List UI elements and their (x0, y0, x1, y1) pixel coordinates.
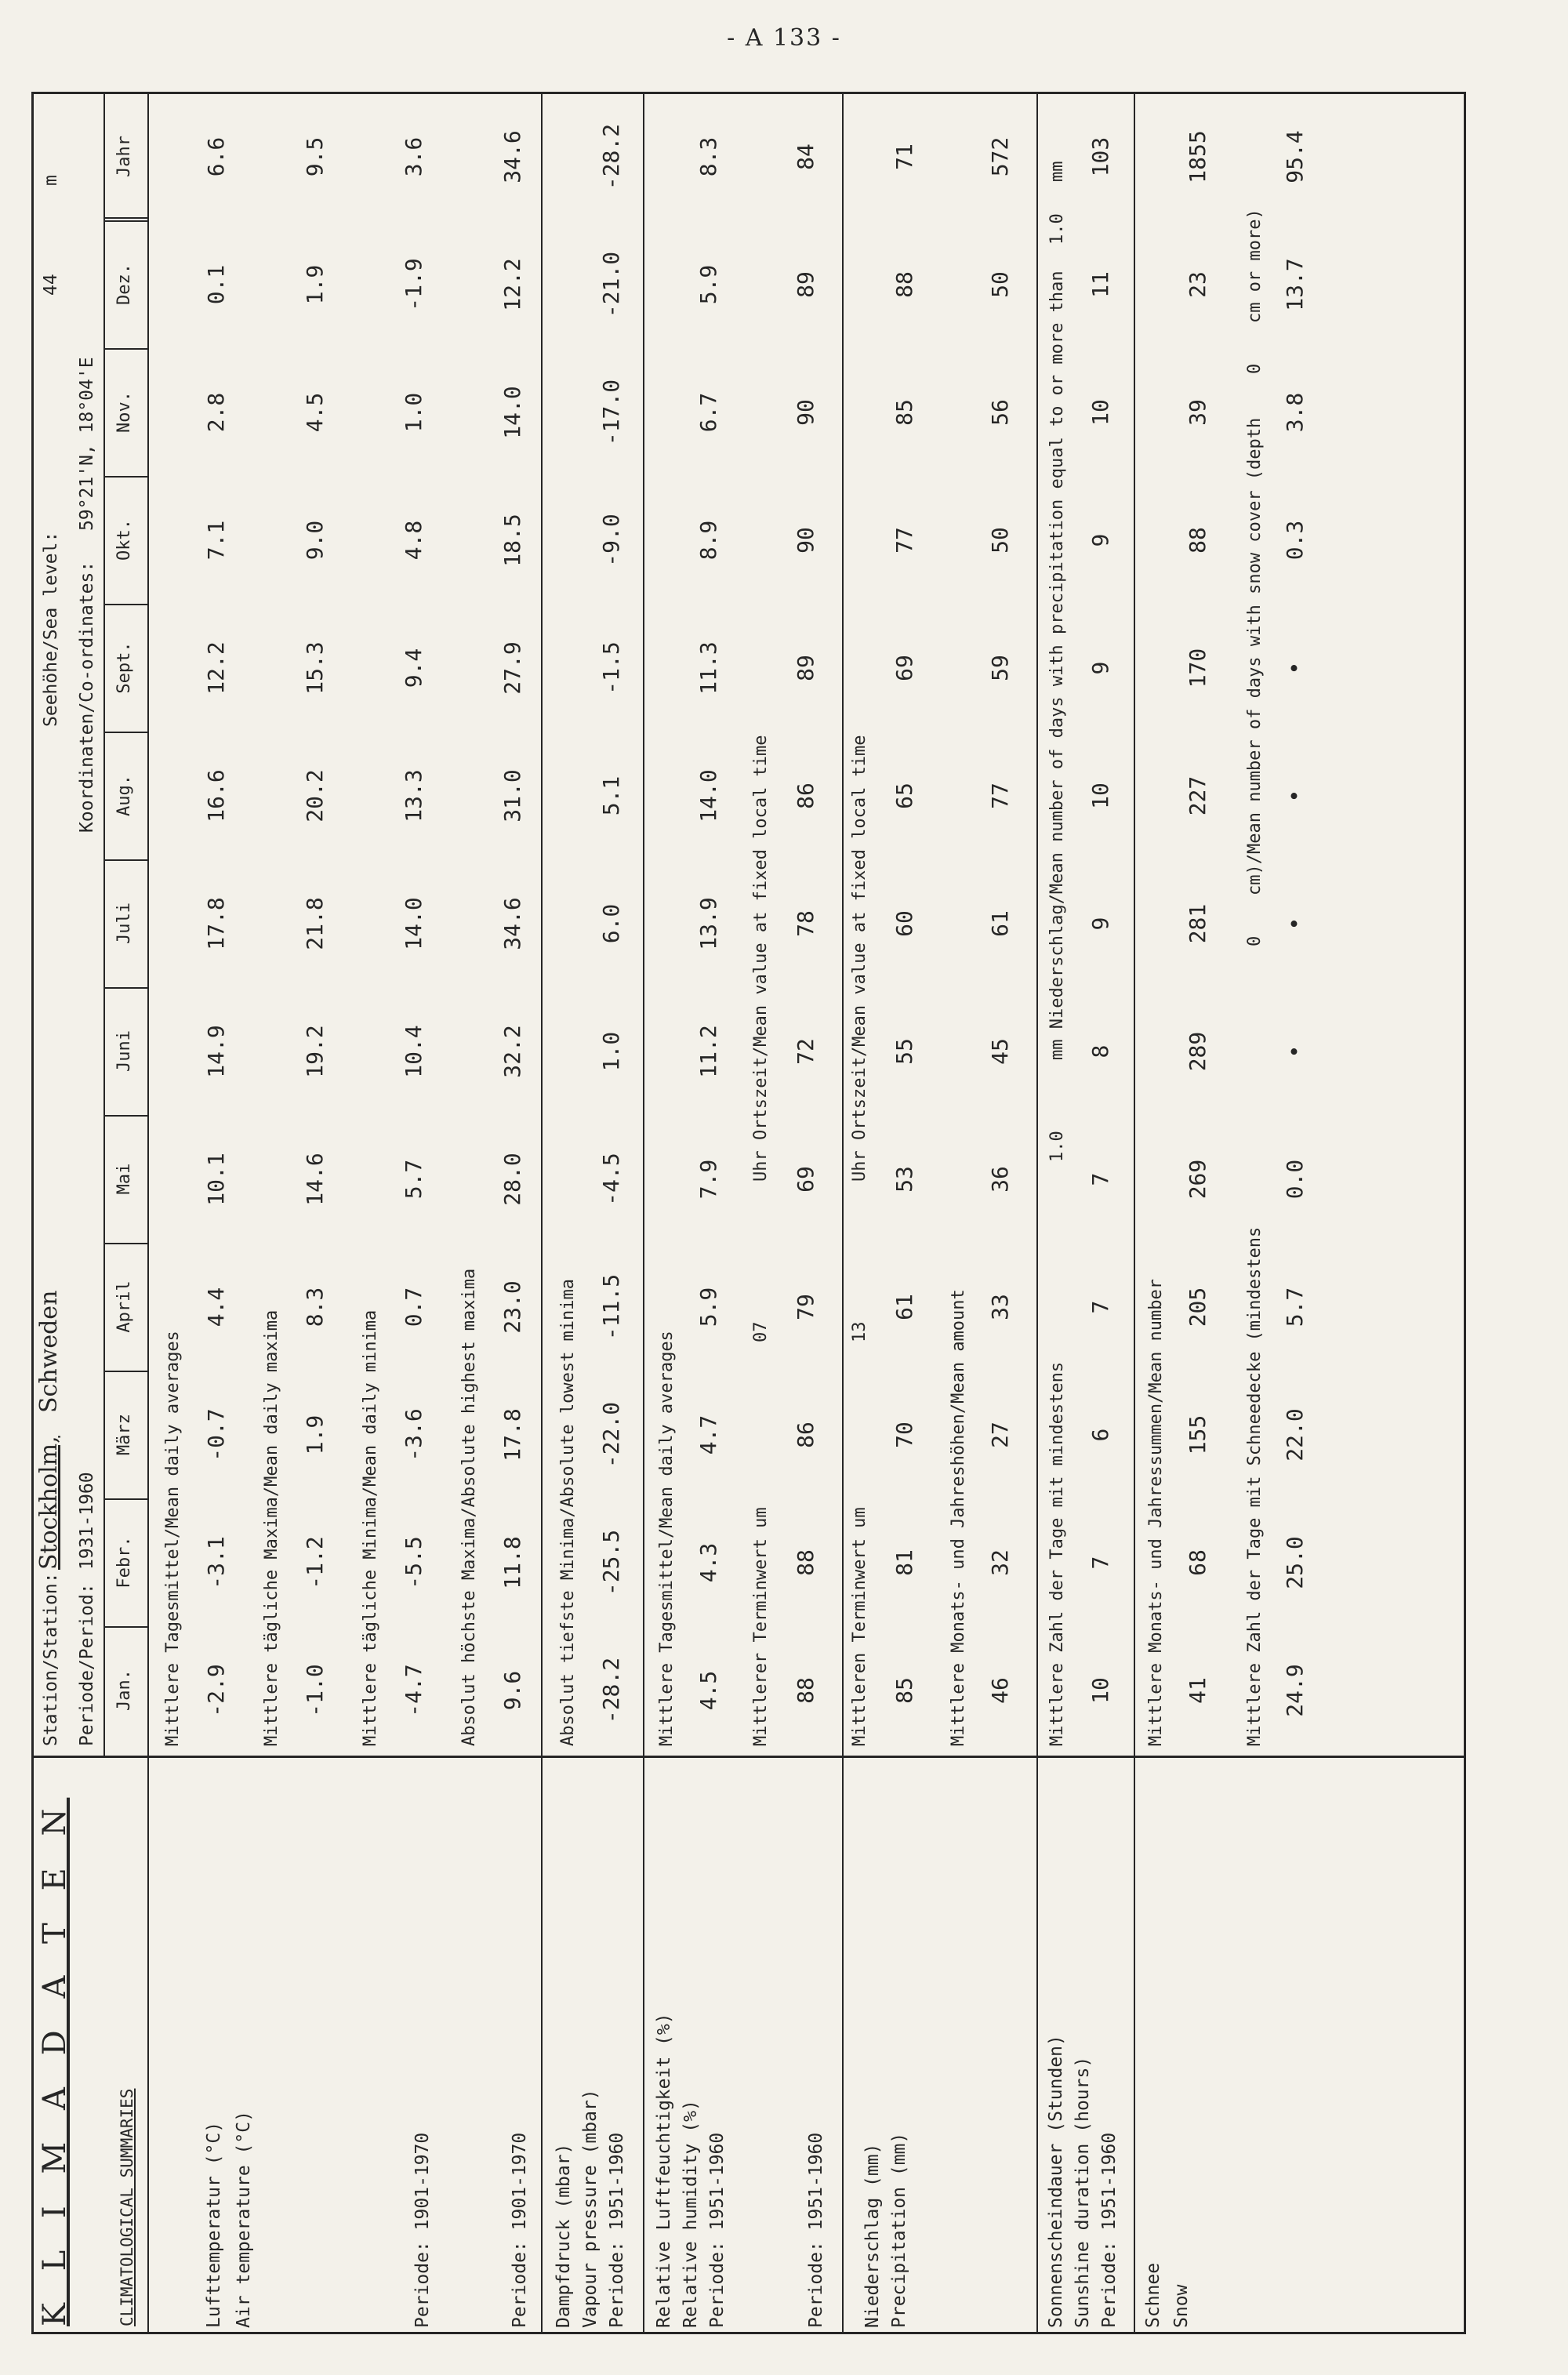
cell-temp-absmax: 17.8 (499, 1408, 525, 1462)
cell-temp-max: 21.8 (302, 897, 328, 950)
cell-precip-days: 7 (1087, 1300, 1113, 1314)
cell-temp-absmax: 23.0 (499, 1280, 525, 1334)
caption-snow-b: 0 (1245, 935, 1265, 946)
cell-temp-min: 9.4 (401, 648, 426, 688)
cell-precip-days: 10 (1087, 399, 1113, 426)
cell-temp-absmin: -1.5 (598, 641, 624, 695)
month-header: Sept. (114, 641, 134, 694)
humidity-label-en: Relative humidity (%) (681, 2100, 701, 2328)
caption-hum07-a: Mittlerer Terminwert um (751, 1507, 771, 1746)
caption-snow-e: cm or more) (1245, 209, 1265, 323)
caption-hum13-c: Uhr Ortszeit/Mean value at fixed local time (850, 735, 869, 1182)
cell-temp-absmin: -28.2 (598, 1657, 624, 1724)
caption-precip-days-e: mm (1047, 161, 1067, 182)
cell-vapour: 13.9 (695, 897, 721, 950)
cell-snow: 95.4 (1282, 130, 1308, 183)
cell-sunshine: 227 (1185, 775, 1210, 816)
cell-hum13: 70 (891, 1422, 917, 1448)
frame-top (31, 92, 34, 2334)
cell-snow: 0.3 (1282, 520, 1308, 561)
cell-temp-absmin: -22.0 (598, 1401, 624, 1469)
humidity-period-2: Periode: 1951-1960 (806, 2132, 826, 2328)
cell-snow: 5.7 (1282, 1287, 1308, 1327)
sunshine-label-en: Sunshine duration (hours) (1073, 2056, 1093, 2328)
cell-temp-max: -1.2 (302, 1536, 328, 1589)
cell-precip-amount: 59 (987, 655, 1013, 681)
cell-hum13: 85 (891, 399, 917, 426)
cell-temp-min: -4.7 (401, 1664, 426, 1717)
cell-snow: 25.0 (1282, 1536, 1308, 1589)
month-header: Okt. (114, 519, 134, 561)
cell-temp-mean: -3.1 (203, 1536, 229, 1589)
caption-temp-absmax: Absolut höchste Maxima/Absolute highest maxima (459, 1268, 479, 1746)
station-country: Schweden (35, 1290, 63, 1413)
cell-temp-absmax: 12.2 (499, 258, 525, 311)
cell-temp-max: 9.5 (302, 136, 328, 177)
caption-vapour: Mittlere Tagesmittel/Mean daily averages (657, 1331, 677, 1746)
caption-precip-days-d: 1.0 (1047, 213, 1067, 245)
cell-precip-amount: 33 (987, 1294, 1013, 1320)
cell-precip-days: 9 (1087, 917, 1113, 931)
cell-temp-mean: -0.7 (203, 1408, 229, 1462)
cell-temp-absmax: 18.5 (499, 514, 525, 567)
month-header: Nov. (114, 391, 134, 433)
cell-precip-amount: 77 (987, 783, 1013, 809)
coords-label: Koordinaten/Co-ordinates: (77, 561, 97, 833)
vapour-label-en: Vapour pressure (mbar) (580, 2089, 601, 2328)
snow-label-de: Schnee (1143, 2262, 1163, 2328)
cell-temp-min: 0.7 (401, 1287, 426, 1327)
section-divider (1036, 92, 1038, 2334)
cell-temp-absmax: 9.6 (499, 1670, 525, 1711)
cell-snow: 0.0 (1282, 1159, 1308, 1200)
cell-sunshine: 39 (1185, 399, 1210, 426)
caption-snow-c: cm)/Mean number of days with snow cover (depth (1245, 417, 1265, 895)
document-subtitle: CLIMATOLOGICAL SUMMARIES (118, 2088, 136, 2326)
cell-hum07: 69 (793, 1166, 818, 1193)
cell-sunshine: 1855 (1185, 130, 1210, 183)
coords-value: 59°21'N, 18°04'E (77, 357, 97, 531)
cell-temp-max: 8.3 (302, 1287, 328, 1327)
cell-temp-max: 9.0 (302, 520, 328, 561)
cell-precip-days: 103 (1087, 136, 1113, 177)
cell-temp-mean: -2.9 (203, 1664, 229, 1717)
cell-temp-absmin: 5.1 (598, 775, 624, 816)
cell-temp-absmin: -17.0 (598, 379, 624, 446)
cell-temp-absmax: 28.0 (499, 1153, 525, 1206)
snow-label-en: Snow (1171, 2284, 1192, 2328)
cell-hum13: 60 (891, 910, 917, 937)
cell-sunshine: 155 (1185, 1414, 1210, 1455)
cell-temp-mean: 2.8 (203, 392, 229, 433)
cell-sunshine: 205 (1185, 1287, 1210, 1327)
cell-temp-min: 14.0 (401, 897, 426, 950)
cell-temp-min: 10.4 (401, 1025, 426, 1078)
cell-hum13: 85 (891, 1677, 917, 1704)
cell-precip-amount: 27 (987, 1422, 1013, 1448)
station-label: Station/Station: (41, 1572, 61, 1746)
month-header: April (114, 1280, 134, 1333)
cell-hum07: 79 (793, 1294, 818, 1320)
cell-sunshine: 269 (1185, 1159, 1210, 1200)
vapour-label-de: Dampfdruck (mbar) (554, 2143, 574, 2328)
caption-precip-days-a: Mittlere Zahl der Tage mit mindestens (1047, 1361, 1067, 1746)
cell-hum13: 55 (891, 1038, 917, 1065)
cell-snow: 3.8 (1282, 392, 1308, 433)
air-temp-period-1: Periode: 1901-1970 (412, 2132, 433, 2328)
cell-temp-min: 13.3 (401, 769, 426, 823)
document-title: K L I M A D A T E N (37, 1797, 73, 2326)
label-column-divider (31, 1756, 1466, 1758)
cell-precip-amount: 45 (987, 1038, 1013, 1065)
cell-vapour: 7.9 (695, 1159, 721, 1200)
month-header-divider (147, 92, 149, 2334)
cell-temp-absmax: 31.0 (499, 769, 525, 823)
caption-hum07-c: Uhr Ortszeit/Mean value at fixed local time (751, 735, 771, 1182)
cell-temp-max: 19.2 (302, 1025, 328, 1078)
caption-precip-amount: Mittlere Monats- und Jahreshöhen/Mean amount (949, 1289, 968, 1746)
cell-temp-absmin: -28.2 (598, 123, 624, 191)
cell-temp-min: 5.7 (401, 1159, 426, 1200)
cell-snow: • (1282, 917, 1308, 931)
precip-label-en: Precipitation (mm) (889, 2132, 909, 2328)
cell-precip-amount: 56 (987, 399, 1013, 426)
frame-bottom (1464, 92, 1466, 2334)
cell-temp-mean: 6.6 (203, 136, 229, 177)
cell-sunshine: 88 (1185, 527, 1210, 554)
cell-temp-absmin: 1.0 (598, 1031, 624, 1072)
cell-vapour: 8.3 (695, 136, 721, 177)
month-header: Mai (114, 1163, 134, 1195)
cell-hum07: 72 (793, 1038, 818, 1065)
cell-hum13: 88 (891, 271, 917, 298)
caption-temp-max: Mittlere tägliche Maxima/Mean daily maxima (262, 1309, 281, 1746)
month-header: Jahr (114, 136, 134, 177)
cell-temp-absmin: 6.0 (598, 903, 624, 944)
cell-vapour: 5.9 (695, 1287, 721, 1327)
cell-hum13: 81 (891, 1549, 917, 1576)
caption-precip-days-c: mm Niederschlag/Mean number of days with precipitation equal to or more than (1047, 271, 1067, 1060)
cell-temp-mean: 10.1 (203, 1153, 229, 1206)
cell-vapour: 4.5 (695, 1670, 721, 1711)
cell-hum07: 90 (793, 527, 818, 554)
cell-hum07: 86 (793, 1422, 818, 1448)
period-label: Periode/Period: (77, 1583, 97, 1746)
cell-temp-mean: 17.8 (203, 897, 229, 950)
frame-right (31, 92, 1466, 94)
cell-temp-absmax: 27.9 (499, 641, 525, 695)
cell-hum13: 65 (891, 783, 917, 809)
caption-hum07-b: 07 (751, 1321, 771, 1342)
cell-hum13: 53 (891, 1166, 917, 1193)
month-header: Juni (114, 1030, 134, 1072)
cell-snow: • (1282, 1044, 1308, 1059)
cell-hum07: 84 (793, 143, 818, 170)
caption-hum13-a: Mittleren Terminwert um (850, 1507, 869, 1746)
cell-precip-amount: 46 (987, 1677, 1013, 1704)
caption-sunshine: Mittlere Monats- und Jahressummen/Mean number (1146, 1278, 1166, 1746)
cell-vapour: 14.0 (695, 769, 721, 823)
cell-temp-absmax: 14.0 (499, 386, 525, 439)
cell-temp-absmin: -25.5 (598, 1529, 624, 1596)
vapour-period: Periode: 1951-1960 (607, 2132, 627, 2328)
cell-temp-mean: 12.2 (203, 641, 229, 695)
cell-snow: 13.7 (1282, 258, 1308, 311)
cell-temp-min: -1.9 (401, 258, 426, 311)
cell-sunshine: 170 (1185, 648, 1210, 688)
cell-sunshine: 68 (1185, 1549, 1210, 1576)
section-divider (842, 92, 844, 2334)
frame-left (31, 2332, 1466, 2334)
month-header: Febr. (114, 1536, 134, 1589)
caption-snow-d: 0 (1245, 363, 1265, 374)
cell-temp-max: -1.0 (302, 1664, 328, 1717)
cell-sunshine: 41 (1185, 1677, 1210, 1704)
cell-temp-absmin: -21.0 (598, 251, 624, 318)
caption-temp-mean: Mittlere Tagesmittel/Mean daily averages (163, 1331, 183, 1746)
cell-precip-amount: 61 (987, 910, 1013, 937)
cell-temp-max: 20.2 (302, 769, 328, 823)
cell-precip-days: 11 (1087, 271, 1113, 298)
station-name: Stockholm, (35, 1436, 63, 1570)
cell-hum07: 86 (793, 783, 818, 809)
cell-temp-absmin: -4.5 (598, 1153, 624, 1206)
month-header: Juli (114, 902, 134, 944)
cell-vapour: 4.7 (695, 1414, 721, 1455)
cell-precip-days: 6 (1087, 1428, 1113, 1442)
cell-vapour: 11.2 (695, 1025, 721, 1078)
month-header: Aug. (114, 775, 134, 816)
station-header-divider (103, 92, 105, 1758)
cell-temp-max: 15.3 (302, 641, 328, 695)
cell-temp-max: 4.5 (302, 392, 328, 433)
cell-vapour: 4.3 (695, 1542, 721, 1583)
cell-temp-max: 14.6 (302, 1153, 328, 1206)
cell-temp-min: -5.5 (401, 1536, 426, 1589)
cell-vapour: 8.9 (695, 520, 721, 561)
page-number: - A 133 - (727, 24, 841, 52)
cell-hum07: 78 (793, 910, 818, 937)
cell-temp-min: -3.6 (401, 1408, 426, 1462)
cell-vapour: 11.3 (695, 641, 721, 695)
cell-precip-days: 9 (1087, 533, 1113, 547)
cell-vapour: 6.7 (695, 392, 721, 433)
cell-sunshine: 23 (1185, 271, 1210, 298)
caption-temp-min: Mittlere tägliche Minima/Mean daily minima (361, 1309, 380, 1746)
cell-temp-mean: 14.9 (203, 1025, 229, 1078)
air-temp-label-en: Air temperature (°C) (234, 2111, 254, 2328)
humidity-label-de: Relative Luftfeuchtigkeit (%) (654, 2013, 674, 2328)
cell-vapour: 5.9 (695, 264, 721, 305)
cell-sunshine: 281 (1185, 903, 1210, 944)
cell-sunshine: 289 (1185, 1031, 1210, 1072)
cell-snow: 24.9 (1282, 1664, 1308, 1717)
month-header: März (114, 1414, 134, 1455)
month-header: Dez. (114, 263, 134, 305)
cell-temp-mean: 4.4 (203, 1287, 229, 1327)
cell-temp-mean: 16.6 (203, 769, 229, 823)
cell-temp-absmax: 32.2 (499, 1025, 525, 1078)
cell-hum07: 90 (793, 399, 818, 426)
caption-snow-a: Mittlere Zahl der Tage mit Schneedecke (mindestens (1245, 1226, 1265, 1746)
sunshine-label-de: Sonnenscheindauer (Stunden) (1046, 2035, 1066, 2328)
caption-temp-absmin: Absolut tiefste Minima/Absolute lowest minima (558, 1278, 578, 1746)
cell-temp-mean: 7.1 (203, 520, 229, 561)
cell-snow: • (1282, 661, 1308, 675)
sealevel-value: 44 (41, 274, 61, 296)
cell-precip-days: 10 (1087, 783, 1113, 809)
cell-temp-absmax: 34.6 (499, 897, 525, 950)
cell-precip-days: 7 (1087, 1556, 1113, 1570)
air-temp-period-2: Periode: 1901-1970 (510, 2132, 530, 2328)
period-value: 1931-1960 (77, 1472, 97, 1570)
cell-precip-days: 7 (1087, 1172, 1113, 1186)
cell-precip-amount: 50 (987, 527, 1013, 554)
section-divider (643, 92, 644, 2334)
cell-hum07: 89 (793, 271, 818, 298)
cell-snow: 22.0 (1282, 1408, 1308, 1462)
cell-temp-absmax: 11.8 (499, 1536, 525, 1589)
cell-hum07: 88 (793, 1549, 818, 1576)
cell-hum13: 77 (891, 527, 917, 554)
month-header: Jan. (114, 1669, 134, 1711)
cell-temp-min: 1.0 (401, 392, 426, 433)
caption-hum13-b: 13 (850, 1321, 869, 1342)
sunshine-period: Periode: 1951-1960 (1099, 2132, 1120, 2328)
cell-precip-amount: 50 (987, 271, 1013, 298)
cell-precip-days: 8 (1087, 1044, 1113, 1059)
cell-temp-min: 3.6 (401, 136, 426, 177)
cell-temp-mean: 0.1 (203, 264, 229, 305)
sealevel-unit: m (41, 175, 61, 186)
caption-precip-days-b: 1.0 (1047, 1131, 1067, 1162)
cell-hum13: 69 (891, 655, 917, 681)
section-divider (541, 92, 543, 2334)
cell-precip-days: 9 (1087, 661, 1113, 675)
cell-precip-amount: 572 (987, 136, 1013, 177)
cell-snow: • (1282, 789, 1308, 803)
climate-table (31, 92, 1466, 2334)
cell-hum07: 88 (793, 1677, 818, 1704)
cell-hum13: 61 (891, 1294, 917, 1320)
cell-temp-max: 1.9 (302, 1414, 328, 1455)
cell-hum13: 71 (891, 143, 917, 170)
humidity-period-1: Periode: 1951-1960 (707, 2132, 728, 2328)
air-temp-label-de: Lufttemperatur (°C) (204, 2121, 224, 2328)
cell-precip-amount: 36 (987, 1166, 1013, 1193)
cell-temp-max: 1.9 (302, 264, 328, 305)
sealevel-label: Seehöhe/Sea level: (41, 531, 61, 727)
cell-precip-amount: 32 (987, 1549, 1013, 1576)
cell-temp-absmin: -11.5 (598, 1273, 624, 1341)
precip-label-de: Niederschlag (mm) (862, 2143, 883, 2328)
cell-hum07: 89 (793, 655, 818, 681)
cell-temp-absmin: -9.0 (598, 514, 624, 567)
cell-temp-min: 4.8 (401, 520, 426, 561)
section-divider (1134, 92, 1135, 2334)
cell-temp-absmax: 34.6 (499, 130, 525, 183)
cell-precip-days: 10 (1087, 1677, 1113, 1704)
